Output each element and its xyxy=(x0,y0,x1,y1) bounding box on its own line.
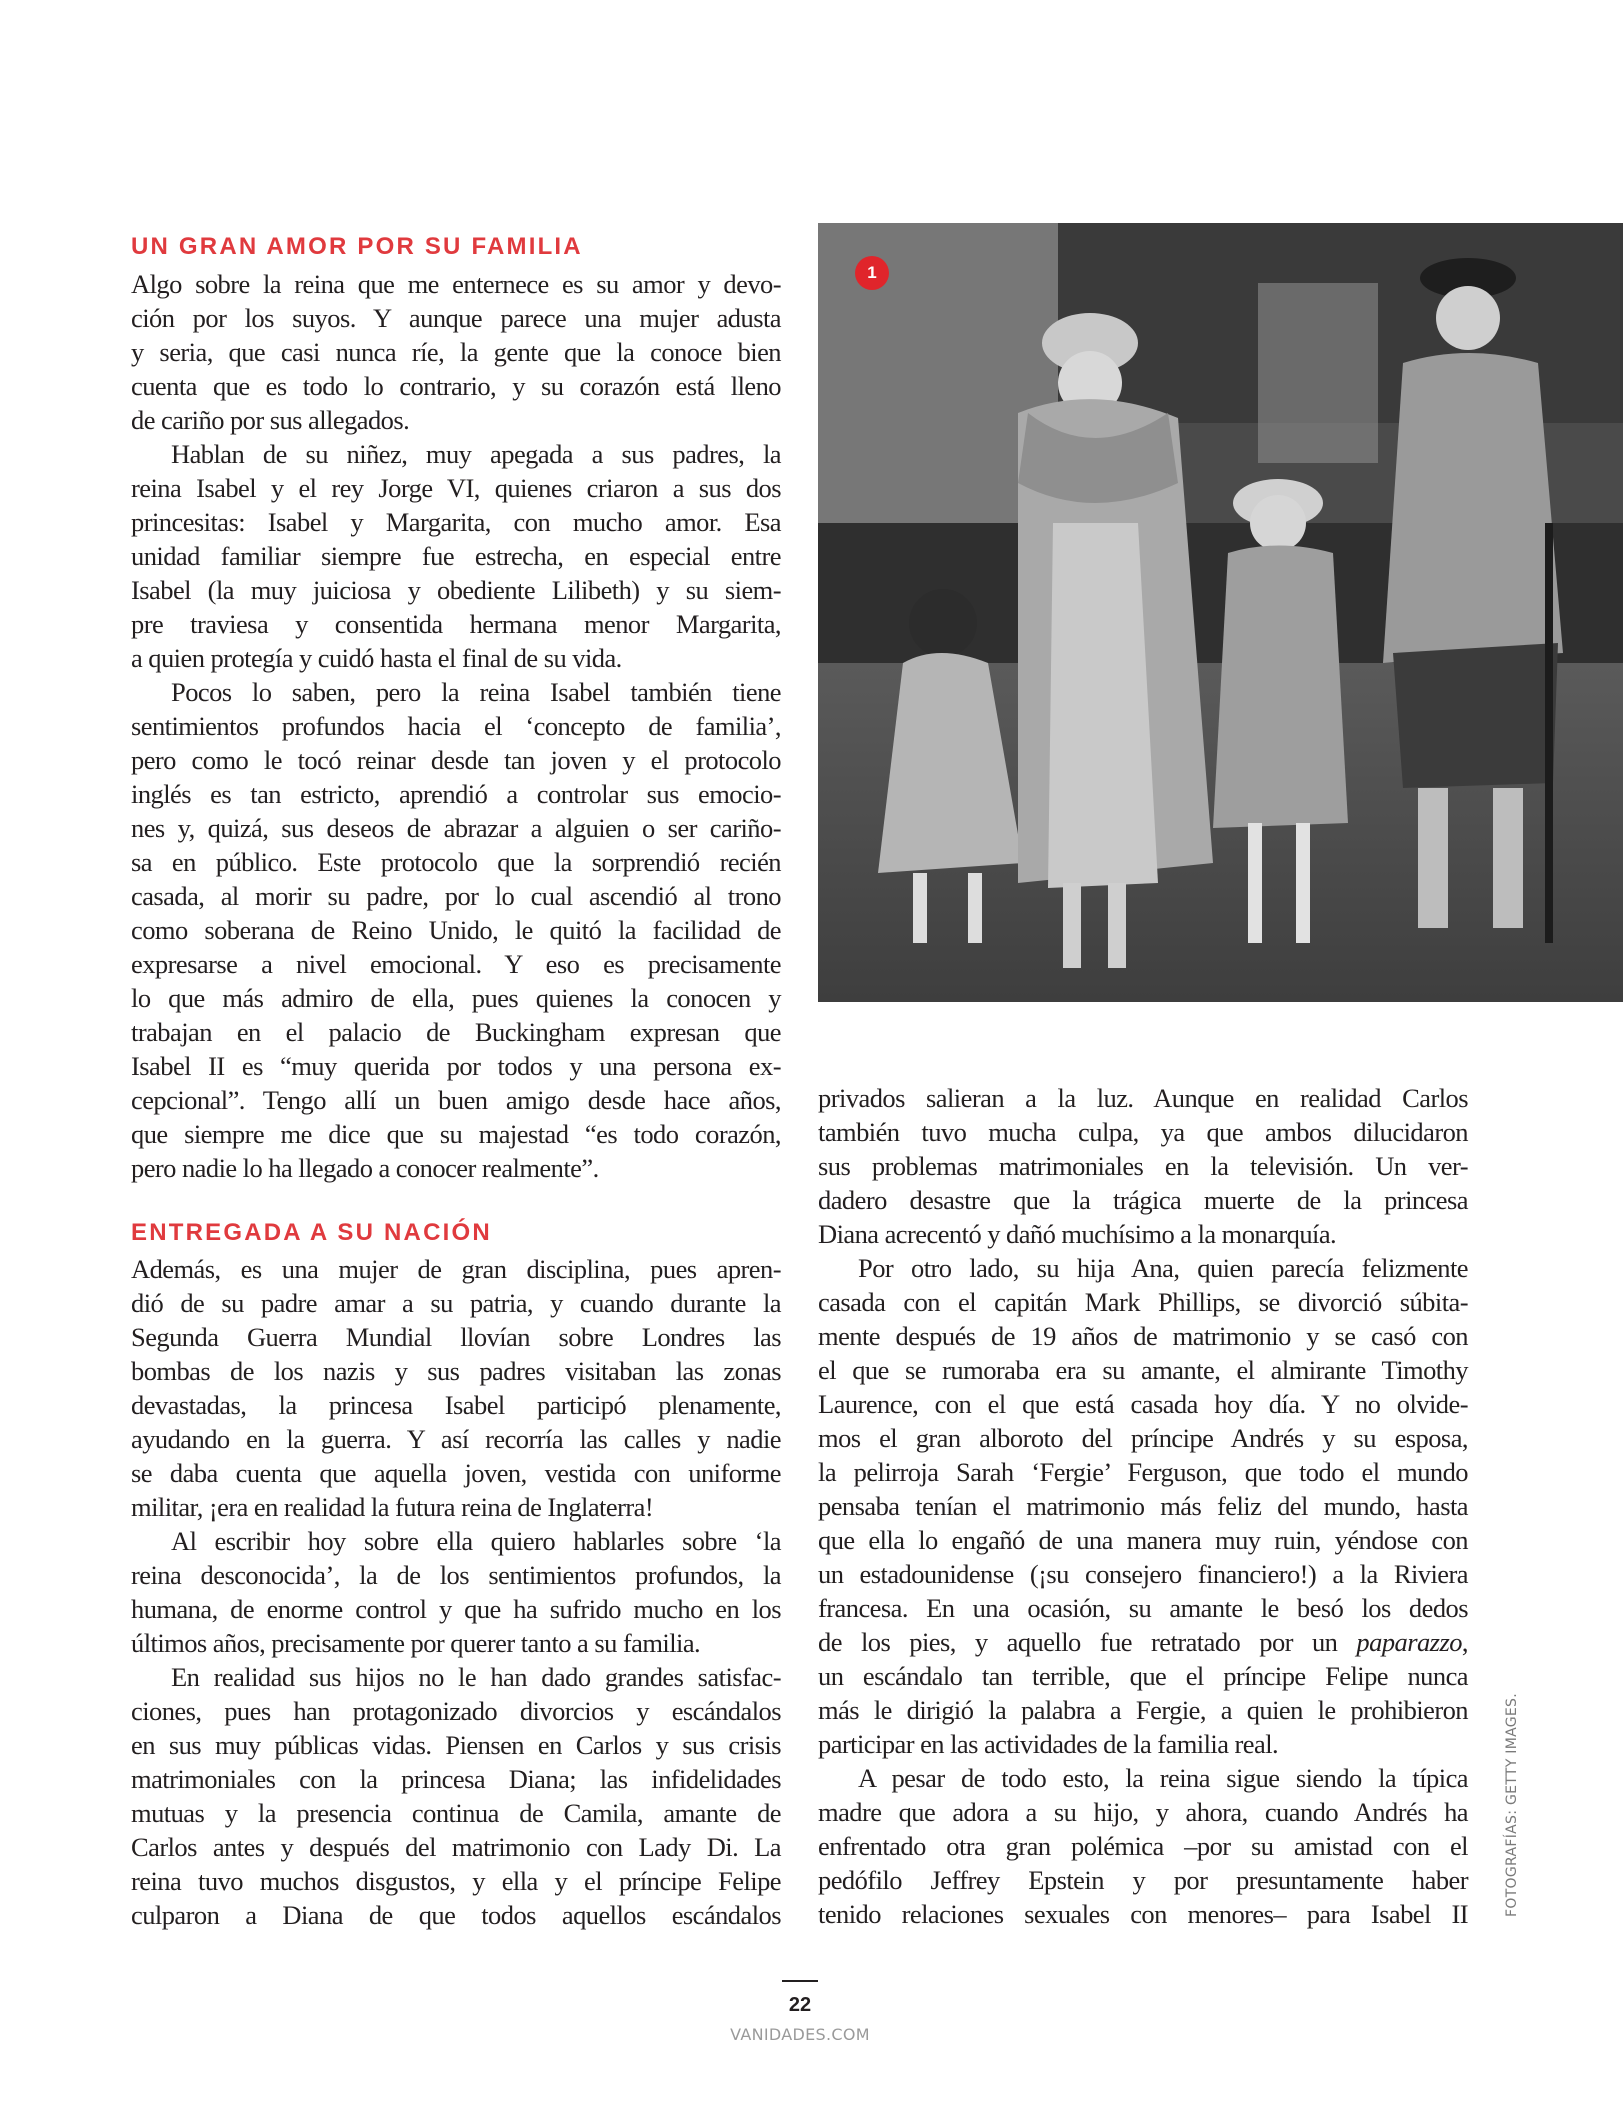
text-line xyxy=(818,1625,1468,1659)
text-line: reina desconocida’, la de los sentimientos profundos, la xyxy=(131,1560,781,1590)
text-line: humana, de enorme control y que ha sufrido mucho en los xyxy=(131,1594,781,1624)
text-line: Al escribir hoy sobre ella quiero hablarles sobre ‘la xyxy=(171,1526,781,1556)
text-line: ción por los suyos. Y aunque parece una mujer adusta xyxy=(131,303,781,333)
text-line: pre traviesa y consentida hermana menor Margarita, xyxy=(131,609,781,639)
text-line: Diana acrecentó y dañó muchísimo a la monarquía. xyxy=(818,1219,1337,1249)
text-line: casada, al morir su padre, por lo cual ascendió al trono xyxy=(131,881,781,911)
footer-divider xyxy=(782,1980,818,1982)
text-line: cepcional”. Tengo allí un buen amigo desde hace años, xyxy=(131,1085,781,1115)
text-line: pedófilo Jeffrey Epstein y por presuntamente haber xyxy=(818,1865,1468,1895)
text-line: Segunda Guerra Mundial llovían sobre Londres las xyxy=(131,1322,781,1352)
column-section1 xyxy=(131,267,781,1185)
text-line: madre que adora a su hijo, y ahora, cuando Andrés ha xyxy=(818,1797,1468,1827)
text-line: nes y, quizá, sus deseos de abrazar a alguien o ser cariño- xyxy=(131,813,781,843)
section-heading-nation: ENTREGADA A SU NACIÓN xyxy=(131,1219,492,1246)
text-line: más le dirigió la palabra a Fergie, a quien le prohibieron xyxy=(818,1695,1468,1725)
text-line: pensaba tenían el matrimonio más feliz del mundo, hasta xyxy=(818,1491,1468,1521)
text-line: unidad familiar siempre fue estrecha, en especial entre xyxy=(131,541,781,571)
text-line: mos el gran alboroto del príncipe Andrés y su esposa, xyxy=(818,1423,1468,1453)
italic-word: paparazzo xyxy=(1356,1627,1462,1657)
text-line: pero como le tocó reinar desde tan joven y el protocolo xyxy=(131,745,781,775)
text-line: un escándalo tan terrible, que el príncipe Felipe nunca xyxy=(818,1661,1468,1691)
text-line: matrimoniales con la princesa Diana; las infidelidades xyxy=(131,1764,781,1794)
text-line: pero nadie lo ha llegado a conocer realmente”. xyxy=(131,1153,599,1183)
text-line: Isabel (la muy juiciosa y obediente Lilibeth) y su siem- xyxy=(131,575,781,605)
text-line: el que se rumoraba era su amante, el almirante Timothy xyxy=(818,1355,1468,1385)
text-line: devastadas, la princesa Isabel participó plenamente, xyxy=(131,1390,781,1420)
text-line: a quien protegía y cuidó hasta el final de su vida. xyxy=(131,643,622,673)
text-line: Hablan de su niñez, muy apegada a sus padres, la xyxy=(171,439,781,469)
text-line: que ella lo engañó de una manera muy ruin, yéndose con xyxy=(818,1525,1468,1555)
text-line: como soberana de Reino Unido, le quitó la facilidad de xyxy=(131,915,781,945)
text-line: también tuvo mucha culpa, ya que ambos dilucidaron xyxy=(818,1117,1468,1147)
text-line: se daba cuenta que aquella joven, vestida con uniforme xyxy=(131,1458,781,1488)
text-line: un estadounidense (¡su consejero financiero!) a la Riviera xyxy=(818,1559,1468,1589)
photo-number-badge: 1 xyxy=(855,256,889,290)
column-right xyxy=(818,1081,1468,1931)
text-line: inglés es tan estricto, aprendió a controlar sus emocio- xyxy=(131,779,781,809)
text-line: ayudando en la guerra. Y así recorría las calles y nadie xyxy=(131,1424,781,1454)
text-line: expresarse a nivel emocional. Y eso es precisamente xyxy=(131,949,781,979)
text-line: Laurence, con el que está casada hoy día. Y no olvide- xyxy=(818,1389,1468,1419)
royal-family-photo xyxy=(818,223,1623,1002)
text-line: Pocos lo saben, pero la reina Isabel también tiene xyxy=(171,677,781,707)
text-segment: , xyxy=(1461,1627,1468,1657)
text-line: Algo sobre la reina que me enternece es su amor y devo- xyxy=(131,269,781,299)
text-line: la pelirroja Sarah ‘Fergie’ Ferguson, que todo el mundo xyxy=(818,1457,1468,1487)
text-line: sa en público. Este protocolo que la sorprendió recién xyxy=(131,847,781,877)
website-label: VANIDADES.COM xyxy=(730,2025,870,2044)
text-line: lo que más admiro de ella, pues quienes la conocen y xyxy=(131,983,781,1013)
text-line: princesitas: Isabel y Margarita, con mucho amor. Esa xyxy=(131,507,781,537)
text-line: participar en las actividades de la familia real. xyxy=(818,1729,1279,1759)
text-line: tenido relaciones sexuales con menores– para Isabel II xyxy=(818,1899,1468,1929)
text-line: sentimientos profundos hacia el ‘concepto de familia’, xyxy=(131,711,781,741)
text-line: privados salieran a la luz. Aunque en realidad Carlos xyxy=(818,1083,1468,1113)
text-line: cuenta que es todo lo contrario, y su corazón está lleno xyxy=(131,371,781,401)
text-line: casada con el capitán Mark Phillips, se divorció súbita- xyxy=(818,1287,1468,1317)
text-line: bombas de los nazis y sus padres visitaban las zonas xyxy=(131,1356,781,1386)
text-line: dió de su padre amar a su patria, y cuando durante la xyxy=(131,1288,781,1318)
text-line: Carlos antes y después del matrimonio con Lady Di. La xyxy=(131,1832,781,1862)
photo-credit: FOTOGRAFÍAS: GETTY IMAGES. xyxy=(1504,1693,1520,1917)
text-line: mutuas y la presencia continua de Camila, amante de xyxy=(131,1798,781,1828)
text-line: en sus muy públicas vidas. Piensen en Carlos y sus crisis xyxy=(131,1730,781,1760)
text-line: Por otro lado, su hija Ana, quien parecía felizmente xyxy=(858,1253,1468,1283)
section-heading-family: UN GRAN AMOR POR SU FAMILIA xyxy=(131,233,583,260)
text-line: mente después de 19 años de matrimonio y se casó con xyxy=(818,1321,1468,1351)
text-line: Además, es una mujer de gran disciplina, pues apren- xyxy=(131,1254,781,1284)
text-line: dadero desastre que la trágica muerte de la princesa xyxy=(818,1185,1468,1215)
text-segment: de los pies, y aquello fue retratado por un xyxy=(818,1627,1357,1657)
text-line: sus problemas matrimoniales en la televisión. Un ver- xyxy=(818,1151,1468,1181)
photo-illustration xyxy=(818,223,1623,1002)
text-line: trabajan en el palacio de Buckingham expresan que xyxy=(131,1017,781,1047)
text-line: enfrentado otra gran polémica –por su amistad con el xyxy=(818,1831,1468,1861)
page-number: 22 xyxy=(788,1994,812,2016)
text-line: francesa. En una ocasión, su amante le besó los dedos xyxy=(818,1593,1468,1623)
text-line: y seria, que casi nunca ríe, la gente que la conoce bien xyxy=(131,337,781,367)
text-line: A pesar de todo esto, la reina sigue siendo la típica xyxy=(858,1763,1468,1793)
text-line: últimos años, precisamente por querer tanto a su familia. xyxy=(131,1628,701,1658)
text-line: que siempre me dice que su majestad “es todo corazón, xyxy=(131,1119,781,1149)
column-section2 xyxy=(131,1252,781,1932)
text-line: ciones, pues han protagonizado divorcios y escándalos xyxy=(131,1696,781,1726)
window xyxy=(1258,283,1378,463)
text-line: Isabel II es “muy querida por todos y una persona ex- xyxy=(131,1051,781,1081)
text-line: reina tuvo muchos disgustos, y ella y el príncipe Felipe xyxy=(131,1866,781,1896)
text-line: culparon a Diana de que todos aquellos escándalos xyxy=(131,1900,781,1930)
text-line: militar, ¡era en realidad la futura reina de Inglaterra! xyxy=(131,1492,654,1522)
text-line: En realidad sus hijos no le han dado grandes satisfac- xyxy=(171,1662,781,1692)
text-line: de cariño por sus allegados. xyxy=(131,405,410,435)
text-line: reina Isabel y el rey Jorge VI, quienes criaron a sus dos xyxy=(131,473,781,503)
